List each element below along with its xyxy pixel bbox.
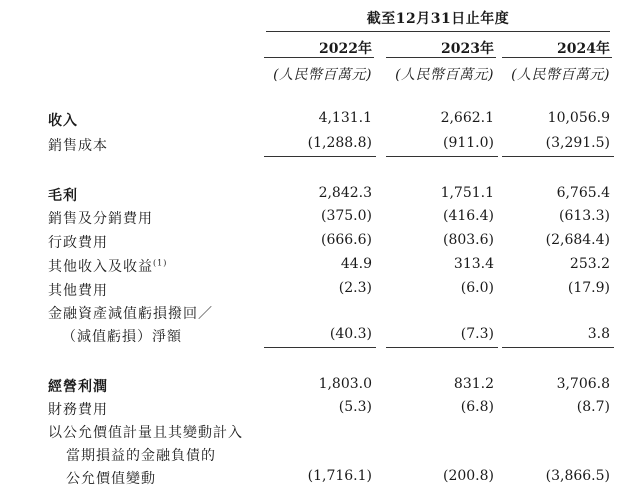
row-label-fair-value-line1: 以公允價值計量且其變動計入 — [48, 425, 243, 441]
value-cost-of-sales-2022: (1,288.8) — [307, 135, 372, 151]
value-revenue-2022: 4,131.1 — [318, 110, 372, 126]
value-revenue-2024: 10,056.9 — [547, 110, 610, 126]
column-year-2022: 2022年 — [319, 41, 372, 57]
value-other-expenses-2023: (6.0) — [460, 280, 494, 296]
column-rule-2024 — [502, 57, 612, 58]
value-selling-expenses-2024: (613.3) — [558, 208, 610, 224]
column-year-2024: 2024年 — [557, 41, 610, 57]
row-label-other-expenses: 其他費用 — [48, 283, 108, 299]
footnote-marker: (1) — [153, 258, 168, 268]
subtotal-rule — [386, 156, 498, 157]
row-label-impairment-line2: （減值虧損）淨額 — [62, 329, 182, 345]
value-fair-value-2024: (3,866.5) — [545, 468, 610, 484]
row-label-operating-profit: 經營利潤 — [48, 379, 108, 395]
row-label-revenue: 收入 — [48, 113, 78, 129]
value-impairment-2023: (7.3) — [460, 326, 494, 342]
column-rule-2023 — [386, 57, 496, 58]
value-gross-profit-2022: 2,842.3 — [318, 185, 372, 201]
value-cost-of-sales-2023: (911.0) — [442, 135, 494, 151]
value-operating-profit-2024: 3,706.8 — [556, 376, 610, 392]
column-unit-2024: (人民幣百萬元) — [511, 67, 610, 83]
subtotal-rule — [502, 347, 614, 348]
subtotal-rule — [264, 156, 376, 157]
value-gross-profit-2024: 6,765.4 — [556, 185, 610, 201]
value-other-expenses-2024: (17.9) — [567, 280, 610, 296]
row-label-fair-value-line3: 公允價值變動 — [66, 471, 156, 487]
value-finance-costs-2022: (5.3) — [338, 399, 372, 415]
row-label-gross-profit: 毛利 — [48, 188, 78, 204]
value-other-income-2023: 313.4 — [453, 256, 494, 272]
row-label-selling-expenses: 銷售及分銷費用 — [48, 211, 153, 227]
value-selling-expenses-2022: (375.0) — [320, 208, 372, 224]
row-label-other-income — [48, 256, 167, 276]
value-admin-expenses-2024: (2,684.4) — [545, 232, 610, 248]
row-label-admin-expenses: 行政費用 — [48, 235, 108, 251]
value-admin-expenses-2022: (666.6) — [320, 232, 372, 248]
row-label-finance-costs: 財務費用 — [48, 402, 108, 418]
value-cost-of-sales-2024: (3,291.5) — [545, 135, 610, 151]
value-other-income-2024: 253.2 — [569, 256, 610, 272]
value-operating-profit-2022: 1,803.0 — [318, 376, 372, 392]
subtotal-rule — [386, 347, 498, 348]
period-heading: 截至12月31日止年度 — [366, 11, 510, 27]
value-selling-expenses-2023: (416.4) — [442, 208, 494, 224]
column-year-2023: 2023年 — [441, 41, 494, 57]
value-admin-expenses-2023: (803.6) — [442, 232, 494, 248]
row-label-cost-of-sales: 銷售成本 — [48, 138, 108, 154]
row-label-impairment-line1: 金融資產減值虧損撥回／ — [48, 306, 213, 322]
other-income-text: 其他收入及收益 — [48, 259, 153, 275]
value-operating-profit-2023: 831.2 — [453, 376, 494, 392]
value-fair-value-2023: (200.8) — [442, 468, 494, 484]
subtotal-rule — [264, 347, 376, 348]
value-finance-costs-2023: (6.8) — [460, 399, 494, 415]
value-impairment-2022: (40.3) — [329, 326, 372, 342]
value-other-income-2022: 44.9 — [340, 256, 372, 272]
value-finance-costs-2024: (8.7) — [576, 399, 610, 415]
subtotal-rule — [502, 156, 614, 157]
period-rule — [266, 31, 610, 32]
column-unit-2022: (人民幣百萬元) — [273, 67, 372, 83]
value-gross-profit-2023: 1,751.1 — [440, 185, 494, 201]
value-fair-value-2022: (1,716.1) — [307, 468, 372, 484]
column-rule-2022 — [264, 57, 374, 58]
value-other-expenses-2022: (2.3) — [338, 280, 372, 296]
row-label-fair-value-line2: 當期損益的金融負債的 — [66, 448, 216, 464]
value-revenue-2023: 2,662.1 — [440, 110, 494, 126]
value-impairment-2024: 3.8 — [587, 326, 610, 342]
column-unit-2023: (人民幣百萬元) — [395, 67, 494, 83]
